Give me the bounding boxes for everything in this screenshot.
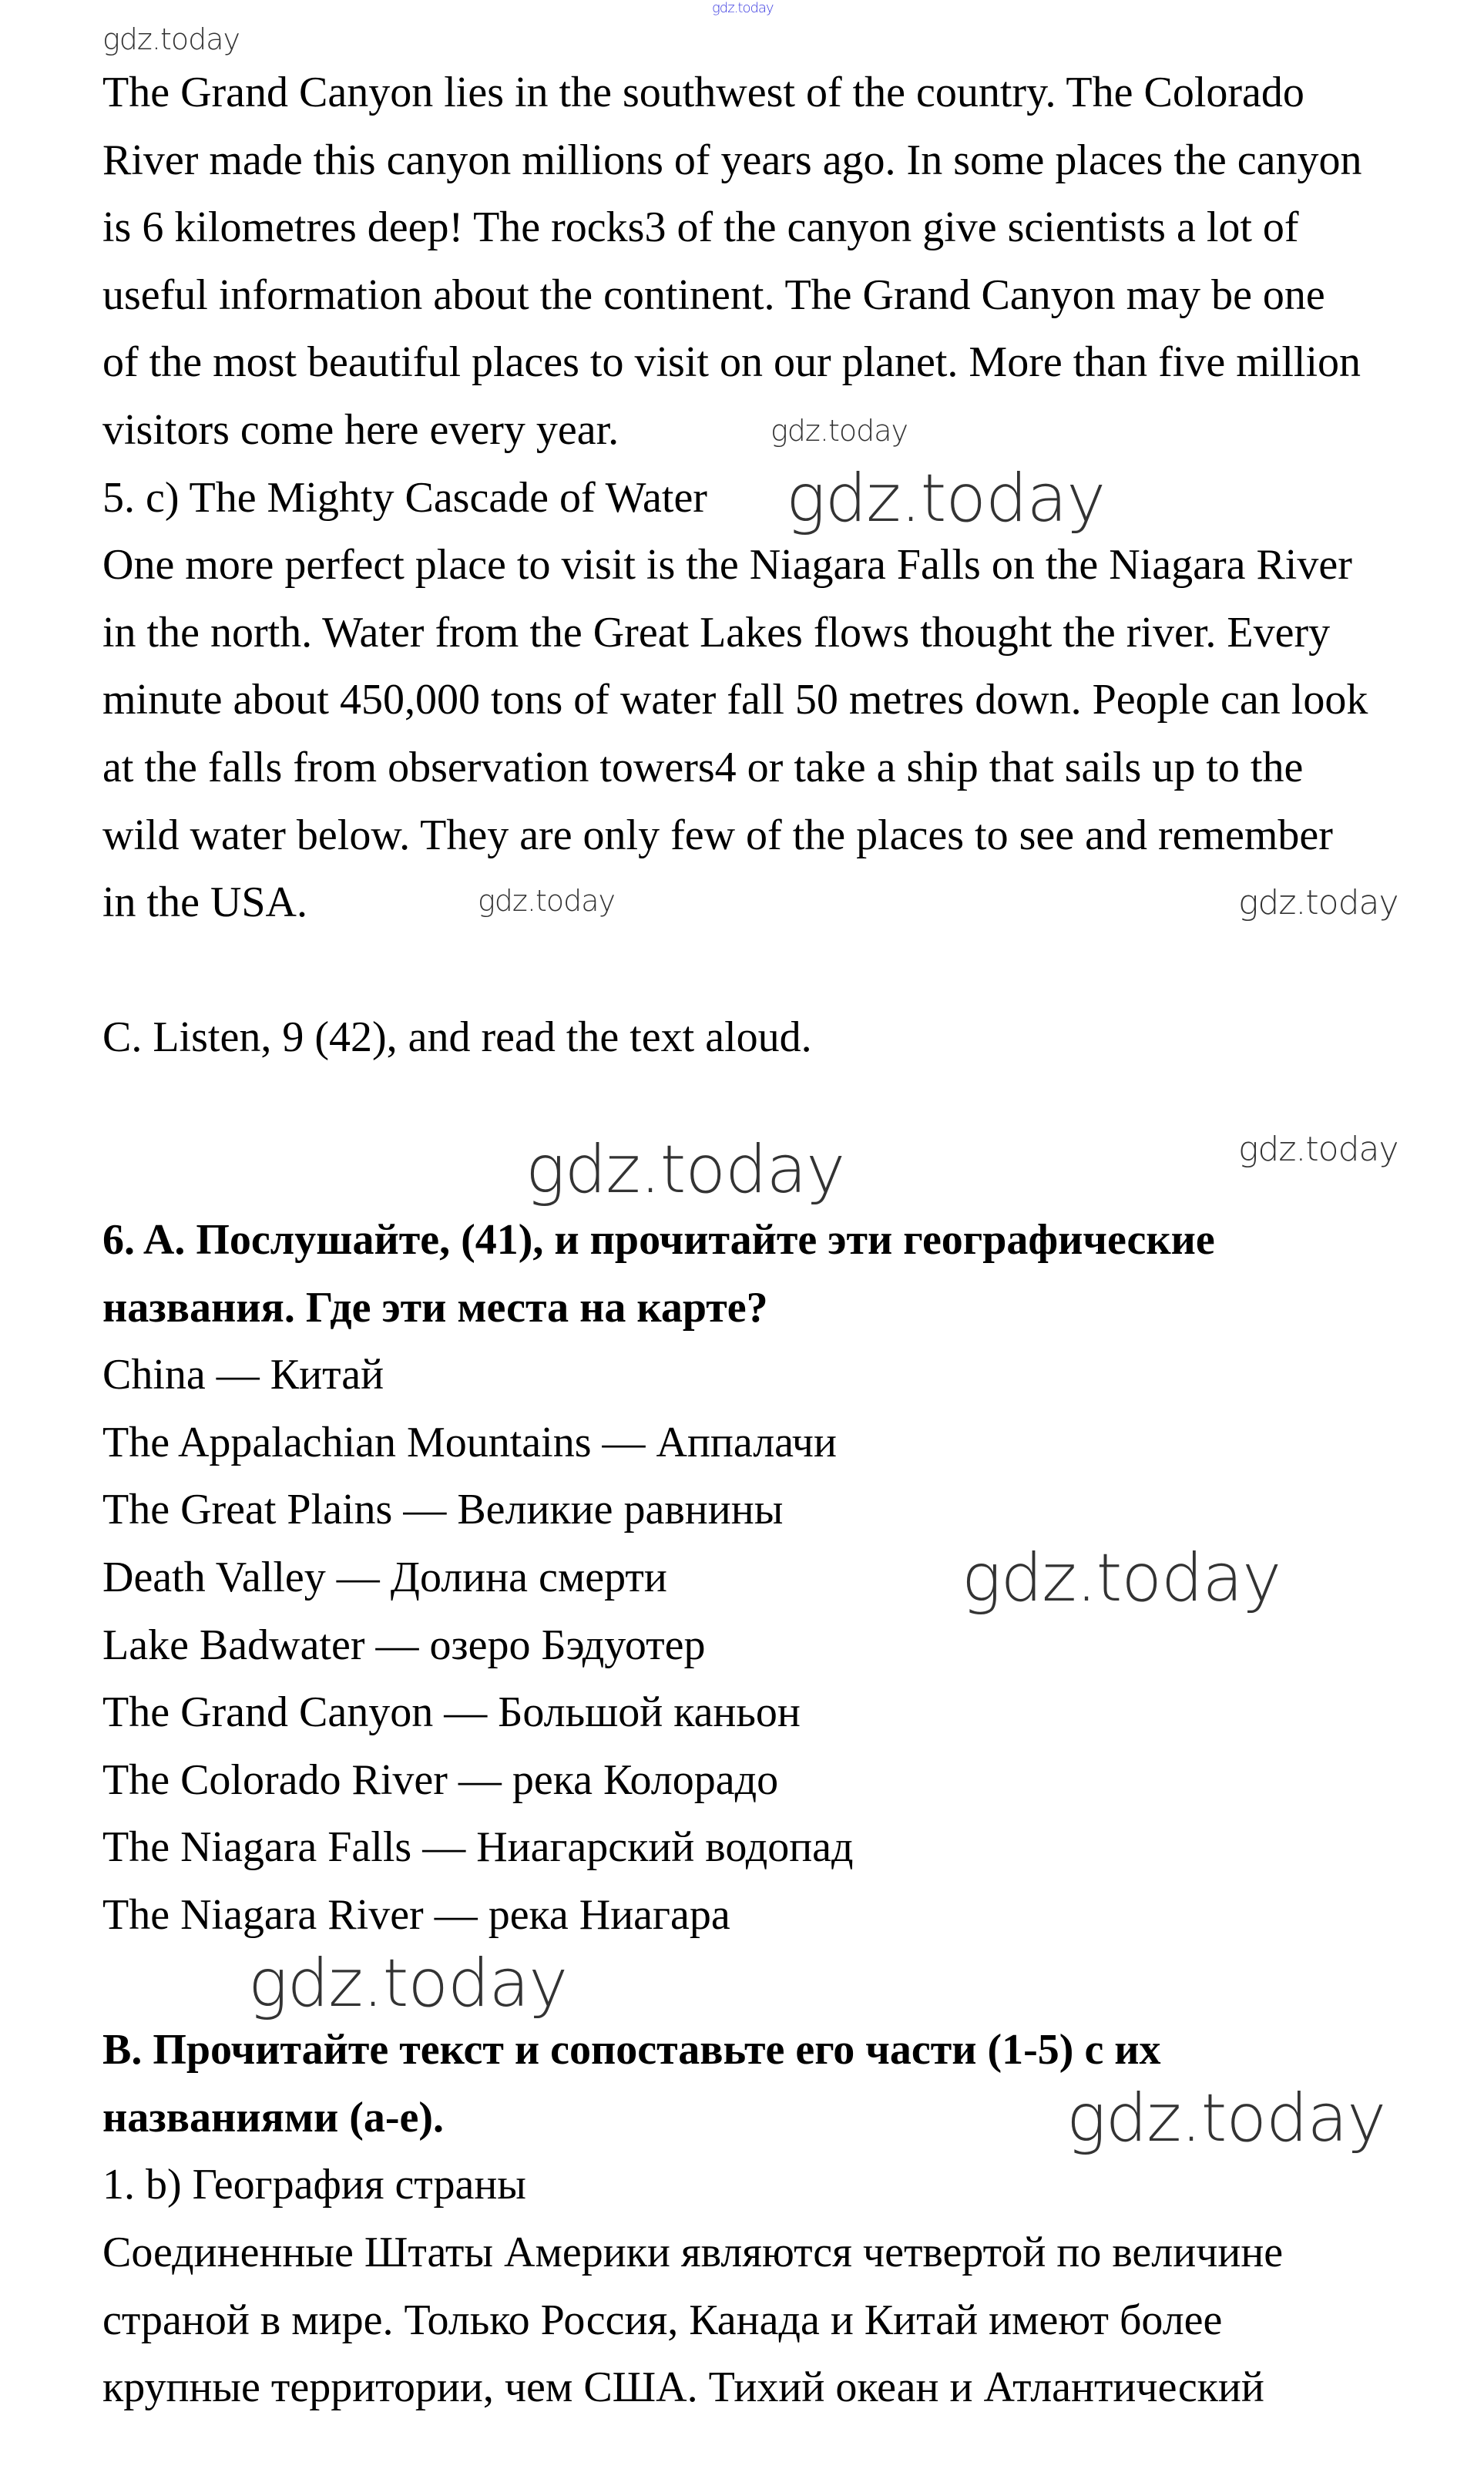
text-line: One more perfect place to visit is the Niagara Falls on the Niagara River [102, 541, 1352, 590]
text-line: крупные территории, чем США. Тихий океан и Атлантический [102, 2363, 1264, 2412]
watermark: gdz.today [962, 1540, 1281, 1617]
watermark: gdz.today [478, 884, 615, 918]
text-line: in the USA. [102, 878, 307, 927]
header-watermark: gdz.today [712, 0, 774, 16]
text-line: of the most beautiful places to visit on our planet. More than five million [102, 338, 1361, 387]
text-line: The Grand Canyon lies in the southwest of the country. The Colorado [102, 69, 1304, 116]
watermark: gdz.today [102, 22, 240, 56]
glossary-item: Lake Badwater — озеро Бэдуотер [102, 1621, 706, 1669]
text-line: useful information about the continent. The Grand Canyon may be one [102, 270, 1325, 319]
watermark: gdz.today [1066, 2080, 1386, 2157]
task-b-heading: названиями (a-e). [102, 2093, 445, 2141]
text-line: minute about 450,000 tons of water fall 50 metres down. People can look [102, 676, 1368, 724]
glossary-item: China — Китай [102, 1351, 384, 1399]
glossary-item: The Grand Canyon — Большой каньон [102, 1688, 801, 1737]
text-line: Соединенные Штаты Америки являются четвертой по величине [102, 2229, 1284, 2276]
glossary-item: The Colorado River — река Колорадо [102, 1755, 779, 1804]
watermark: gdz.today [248, 1945, 568, 2022]
task-c: C. Listen, 9 (42), and read the text aloud. [102, 1013, 812, 1062]
task-b-heading: B. Прочитайте текст и сопоставьте его части (1-5) с их [102, 2026, 1161, 2074]
task-6a-heading: 6. A. Послушайте, (41), и прочитайте эти географические [102, 1216, 1215, 1265]
watermark: gdz.today [771, 414, 908, 448]
text-line: wild water below. They are only few of the places to see and remember [102, 811, 1333, 859]
text-line: is 6 kilometres deep! The rocks3 of the canyon give scientists a lot of [102, 203, 1299, 252]
text-line: at the falls from observation towers4 or take a ship that sails up to the [102, 743, 1304, 791]
glossary-item: The Niagara River — река Ниагара [102, 1891, 730, 1940]
section-heading: 5. c) The Mighty Cascade of Water [102, 473, 707, 522]
glossary-item: The Great Plains — Великие равнины [102, 1486, 784, 1534]
watermark: gdz.today [1238, 883, 1398, 922]
glossary-item: Death Valley — Долина смерти [102, 1554, 667, 1602]
watermark: gdz.today [786, 460, 1106, 537]
text-line: visitors come here every year. [102, 405, 619, 454]
text-line: страной в мире. Только Россия, Канада и Китай имеют более [102, 2296, 1223, 2344]
glossary-item: The Appalachian Mountains — Аппалачи [102, 1418, 837, 1466]
section-heading: 1. b) География страны [102, 2161, 526, 2209]
text-line: in the north. Water from the Great Lakes flows thought the river. Every [102, 608, 1331, 657]
glossary-item: The Niagara Falls — Ниагарский водопад [102, 1823, 854, 1872]
text-line: River made this canyon millions of years ago. In some places the canyon [102, 136, 1362, 184]
watermark: gdz.today [525, 1131, 845, 1208]
task-6a-heading: названия. Где эти места на карте? [102, 1283, 768, 1332]
watermark: gdz.today [1238, 1130, 1398, 1169]
